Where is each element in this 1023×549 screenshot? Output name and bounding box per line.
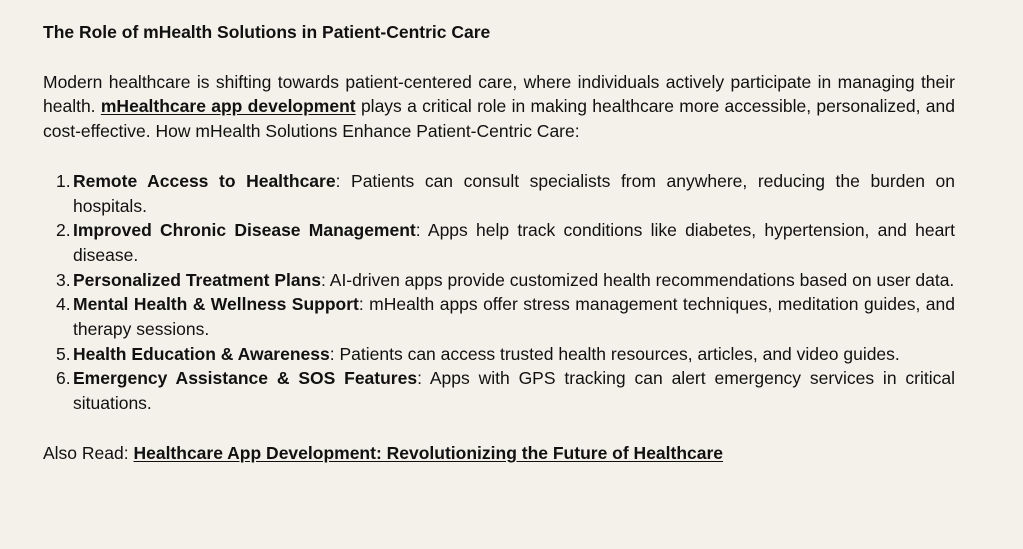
list-item-number: 6. — [56, 368, 71, 389]
list-item — [56, 169, 955, 218]
list-item-term: Improved Chronic Disease Management — [73, 220, 416, 241]
also-read — [43, 441, 955, 466]
intro-text-before: Modern healthcare is shifting towards patient-centered care, where individuals actively participate in managing their health. — [43, 71, 955, 117]
list-item — [56, 268, 955, 293]
intro-paragraph — [43, 70, 955, 144]
list-item-number: 4. — [56, 294, 71, 315]
list-item-description: : AI-driven apps provide customized health recommendations based on user data. — [321, 269, 955, 290]
list-item-term: Health Education & Awareness — [73, 343, 330, 364]
list-item — [56, 342, 955, 367]
list-item-number: 5. — [56, 343, 71, 364]
list-item — [56, 292, 955, 341]
list-item-description: : Patients can consult specialists from anywhere, reducing the burden on hospitals. — [73, 170, 955, 216]
list-item-term: Remote Access to Healthcare — [73, 170, 336, 191]
list-item — [56, 218, 955, 267]
intro-text-after: plays a critical role in making healthcare more accessible, personalized, and cost-effective. How mHealth Solutions Enhance Patient-Centric Care: — [43, 96, 956, 142]
also-read-link[interactable]: Healthcare App Development: Revolutionizing the Future of Healthcare — [133, 442, 724, 463]
list-item — [56, 366, 955, 415]
article-title: The Role of mHealth Solutions in Patient-Centric Care — [43, 22, 491, 42]
benefits-list — [43, 169, 955, 416]
list-item-term: Personalized Treatment Plans — [73, 269, 322, 290]
also-read-label: Also Read: — [43, 442, 134, 463]
list-item-term: Mental Health & Wellness Support — [73, 294, 359, 315]
list-item-number: 3. — [56, 269, 71, 290]
list-item-term: Emergency Assistance & SOS Features — [73, 368, 418, 389]
mhealthcare-app-development-link[interactable]: mHealthcare app development — [100, 96, 356, 117]
list-item-number: 1. — [56, 170, 71, 191]
list-item-description: : Patients can access trusted health resources, articles, and video guides. — [329, 343, 900, 364]
list-item-description: : Apps help track conditions like diabetes, hypertension, and heart disease. — [73, 220, 955, 265]
list-item-description: : mHealth apps offer stress management techniques, meditation guides, and therapy sessions. — [73, 294, 955, 340]
list-item-description: : Apps with GPS tracking can alert emergency services in critical situations. — [73, 368, 955, 414]
list-item-number: 2. — [56, 220, 71, 241]
